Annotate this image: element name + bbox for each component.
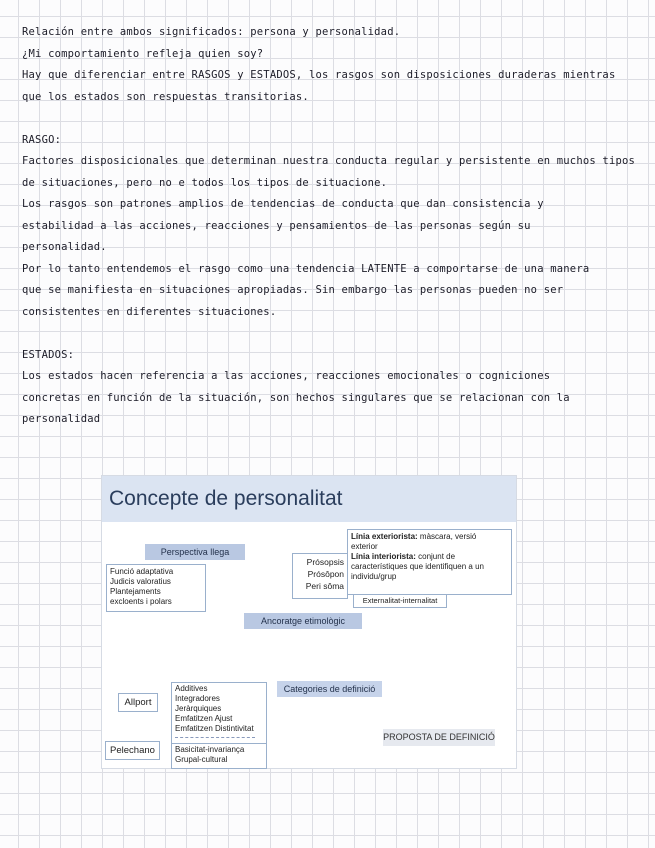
interior-text: conjunt de (415, 552, 456, 561)
note-line: personalidad. (22, 241, 107, 253)
allport-box: Allport (118, 693, 158, 712)
handwritten-notes (22, 22, 642, 431)
note-line: personalidad (22, 413, 101, 425)
slide-title-bar (102, 476, 516, 522)
categories-box: Categories de definició (277, 681, 382, 697)
slide-title: Concepte de personalitat (109, 487, 343, 510)
note-line: ¿Mi comportamiento refleja quien soy? (22, 47, 264, 60)
interior-text-2: característiques que identifiquen a un (351, 562, 484, 571)
note-line: Por lo tanto entendemos el rasgo como una tendencia LATENTE a comportarse de una manera (22, 262, 590, 275)
list-divider (175, 737, 255, 738)
exterior-label: Línia exteriorista: (351, 532, 418, 541)
note-line: consistentes en diferentes situaciones. (22, 305, 277, 318)
interior-label: Línia interiorista: (351, 552, 416, 561)
allport-list-box (171, 682, 267, 747)
pelechano-box: Pelechano (105, 741, 160, 760)
allport-list-item: Jeràrquiques (175, 704, 222, 713)
allport-list-item: Additives (175, 684, 208, 693)
note-line: que los estados son respuestas transitorias. (22, 90, 309, 103)
prosopis-box (292, 553, 348, 599)
note-line: Hay que diferenciar entre RASGOS y ESTADOS, los rasgos son disposiciones duraderas mientras (22, 69, 616, 81)
allport-list-item: Emfatitzen Distintivitat (175, 724, 254, 733)
ancoratge-box: Ancoratge etimològic (244, 613, 362, 629)
perspectiva-box: Perspectiva llega (145, 544, 245, 560)
exterior-text-2: exterior (351, 542, 378, 551)
pelechano-list-item: Basicitat-invariança (175, 745, 245, 754)
prosopis-item: Prósôpon (307, 569, 344, 579)
note-line: Los estados hacen referencia a las acciones, reacciones emocionales o cogniciones (22, 370, 551, 382)
pelechano-list-box (171, 743, 267, 769)
funcio-item: Funció adaptativa (110, 567, 174, 576)
allport-list-item: Integradores (175, 694, 220, 703)
interior-text-3: individu/grup (351, 572, 397, 581)
prosopis-item: Prósopsis (306, 557, 344, 567)
linia-box (347, 529, 512, 595)
note-line: estabilidad a las acciones, reacciones y pensamientos de las personas según su (22, 219, 531, 232)
proposta-box: PROPOSTA DE DEFINICIÓ (383, 729, 495, 746)
estados-heading: ESTADOS: (22, 348, 75, 361)
funcio-item: Judicis valoratius (110, 577, 171, 586)
prosopis-item: Peri sôma (305, 581, 344, 591)
allport-list-item: Emfatitzen Ajust (175, 714, 233, 723)
note-line: Los rasgos son patrones amplios de tendencias de conducta que dan consistencia y (22, 198, 544, 210)
note-line: de situaciones, pero no e todos los tipos de situacione. (22, 176, 388, 189)
rasgo-heading: RASGO: (22, 133, 62, 146)
funcio-item: excloents i polars (110, 597, 172, 606)
funcio-item: Plantejaments (110, 587, 161, 596)
pelechano-list-item: Grupal-cultural (175, 755, 228, 764)
embedded-slide (101, 475, 517, 769)
note-line: Factores disposicionales que determinan nuestra conducta regular y persistente en muchos tipos (22, 155, 636, 167)
note-line: Relación entre ambos significados: persona y personalidad. (22, 26, 401, 38)
note-line: concretas en función de la situación, son hechos singulares que se relacionan con la (22, 391, 570, 404)
externalitat-box: Externalitat-internalitat (353, 594, 447, 608)
exterior-text: màscara, versió (417, 532, 477, 541)
note-line: que se manifiesta en situaciones apropiadas. Sin embargo las personas pueden no ser (22, 284, 564, 296)
funcio-box (106, 564, 206, 612)
